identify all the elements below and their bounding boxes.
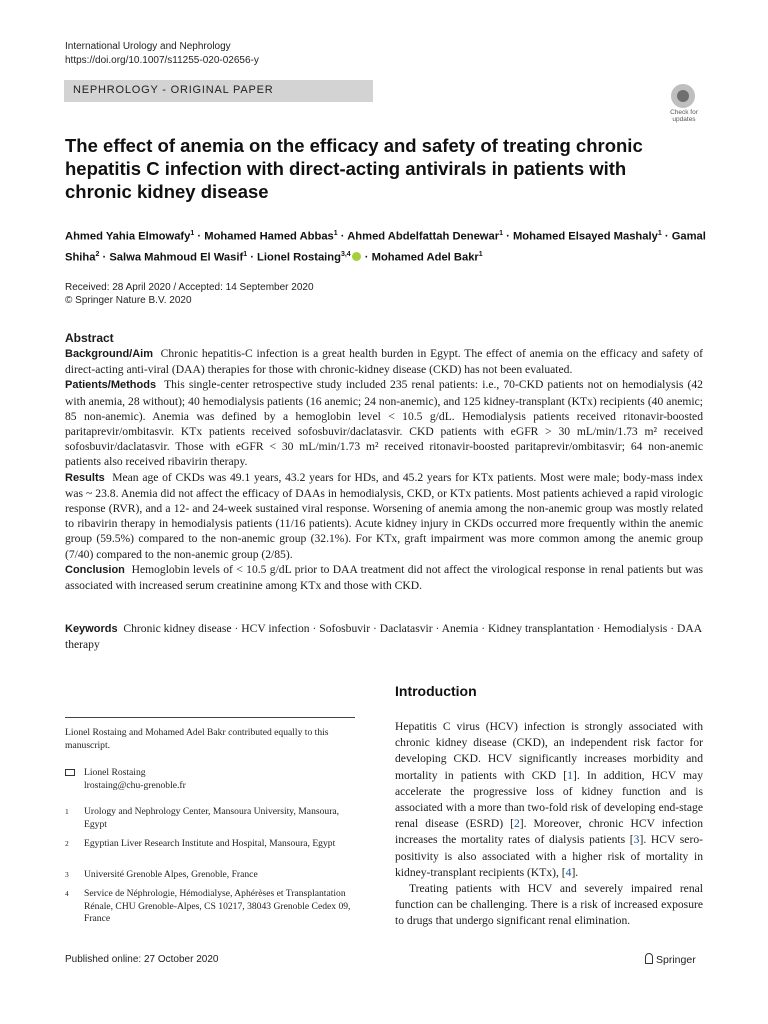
abstract-text: Chronic hepatitis-C infection is a great health burden in Egypt. The effect of anemia on the efficacy and safety of direct-acting anti-viral (DAA) therapies for those with chronic-kidney disease (CKD) has not been evaluated.: [65, 347, 703, 377]
crossmark-line2: updates: [672, 116, 696, 123]
abstract-methods: [65, 377, 703, 469]
paper-title: The effect of anemia on the efficacy and safety of treating chronic hepatitis C infection with direct-acting antivirals in patients with chronic kidney disease: [65, 135, 643, 202]
author-affiliation: 1: [190, 230, 195, 237]
affiliation-text: Université Grenoble Alpes, Grenoble, France: [84, 869, 258, 880]
journal-name: International Urology and Nephrology: [65, 41, 231, 52]
intro-text: ]. In addition, HCV may accelerate the progressive loss of kidney function and is associated with a more than two-fold risk of developing end-stage renal disease (ESRD) [: [395, 768, 703, 831]
affiliation-text: Service de Néphrologie, Hémodialyse, Aphérèses et Transplantation Rénale, CHU Grenoble-Alpes, CS 10217, 38043 Grenoble Cedex 09, France: [84, 888, 351, 925]
intro-text: ]. Moreover, chronic HCV infection increases the mortality rates of dialysis patients [: [395, 817, 703, 847]
envelope-icon: [65, 769, 75, 776]
crossmark-line1: Check for: [670, 109, 698, 116]
affiliation: [65, 869, 360, 882]
author-affiliation: 1: [657, 230, 662, 237]
author-name[interactable]: Mohamed Hamed Abbas: [204, 230, 334, 243]
abstract-results: [65, 470, 703, 562]
affiliation-number: 2: [65, 839, 69, 848]
citation-link[interactable]: 2: [513, 817, 520, 831]
author-list: Ahmed Yahia Elmowafy$^1$ · Mohamed Hamed Abbas$^1$ · Ahmed Abdelfattah Denewar$^1$ · Mohamed Elsayed Mashaly$^1$ · Gamal Shiha$^2$ · Salwa Mahmoud El Wasif$^1$ · Lionel Rostaing$^{3,4}$ · Mohamed Adel Bakr$^1$: [65, 230, 706, 264]
author-affiliation: 1: [499, 230, 503, 237]
publisher-logo[interactable]: [645, 953, 696, 966]
author-affiliation: 2: [95, 250, 100, 258]
citation-link[interactable]: 1: [567, 768, 573, 782]
footnote-divider: [65, 717, 355, 718]
publisher-name: Springer: [656, 954, 696, 966]
citation-link[interactable]: 3: [633, 833, 640, 847]
author-affiliation: 1: [243, 250, 248, 258]
introduction-heading: Introduction: [395, 683, 477, 699]
doi-link[interactable]: https://doi.org/10.1007/s11255-020-02656-y: [65, 55, 259, 66]
intro-paragraph: [395, 719, 703, 881]
citation-link[interactable]: 4: [565, 865, 572, 879]
author-affiliation: 3,4: [340, 250, 351, 258]
keywords-label: Keywords: [65, 623, 118, 635]
affiliation-text: Egyptian Liver Research Institute and Hospital, Mansoura, Egypt: [84, 838, 336, 849]
correspondence-email[interactable]: lrostaing@chu-grenoble.fr: [84, 779, 186, 791]
springer-horse-icon: [645, 953, 653, 964]
abstract-label: Patients/Methods: [65, 379, 157, 392]
abstract-label: Results: [65, 471, 105, 484]
affiliation: [65, 806, 360, 831]
abstract-label: Conclusion: [65, 563, 125, 576]
intro-text: ].: [571, 865, 579, 879]
copyright: © Springer Nature B.V. 2020: [65, 295, 192, 306]
author-name[interactable]: Mohamed Elsayed Mashaly: [512, 230, 658, 243]
affiliation: [65, 888, 360, 926]
correspondence-name: Lionel Rostaing: [84, 767, 146, 778]
intro-text: ]. HCV sero-positivity is also associated with a higher risk of mortality in kidney-transplant recipients (KTx), [: [395, 833, 703, 879]
intro-paragraph: Treating patients with HCV and severely impaired renal function can be challenging. There is a risk of increased exposure to drugs that undergo significant renal elimination.: [395, 882, 703, 928]
author-name[interactable]: Lionel Rostaing: [257, 251, 341, 264]
author-name[interactable]: Salwa Mahmoud El Wasif: [109, 251, 244, 264]
abstract-background: [65, 346, 703, 377]
affiliation-number: 4: [65, 889, 69, 898]
affiliation: [65, 838, 360, 851]
abstract-text: Hemoglobin levels of < 10.5 g/dL prior to DAA treatment did not affect the virological response in renal patients but was associated with increased serum creatinine among KTx and those with CKD.: [65, 562, 703, 593]
crossmark-icon: [671, 84, 695, 108]
affiliation-text: Urology and Nephrology Center, Mansoura University, Mansoura, Egypt: [84, 806, 340, 830]
abstract-body: [65, 346, 703, 593]
intro-text: Hepatitis C virus (HCV) infection is strongly associated with chronic kidney disease (CKD), an independent risk factor for developing CKD. HCV significantly increases morbidity and mortality in patients with CKD [: [395, 720, 703, 782]
author-name[interactable]: Mohamed Adel Bakr: [371, 251, 479, 264]
abstract-conclusion: [65, 562, 703, 593]
equal-contribution-note: Lionel Rostaing and Mohamed Adel Bakr contributed equally to this manuscript.: [65, 727, 329, 751]
introduction-body: [395, 719, 703, 930]
check-for-updates-badge[interactable]: [664, 84, 704, 124]
abstract-heading: Abstract: [65, 331, 114, 345]
abstract-text: This single-center retrospective study included 235 renal patients: i.e., 70-CKD patients not on hemodialysis (42 with anemia, 28 without); 40 hemodialysis patients (16 anemic; 24 non-anemic), and 125 kidney-transplant (KTx) recipients (40 anemic; 85 non-anemic). Anemia was defined by a hemoglobin level < 10.5 g/dL. Hemodialysis patients received ritonavir-boosted paritaprevir/ombitasvir. KTx patients received sofosbuvir/daclatasvir. CKD patients with eGFR > 30 mL/min/1.73 m² received sofosbuvir/daclatasvir. Those with eGFR < 30 mL/min/1.73 m² received ritonavir-boosted paritaprevir/ombitasvir; 64 non-anemic patients also received ribavirin therapy.: [65, 378, 703, 469]
affiliation-number: 1: [65, 807, 69, 816]
correspondence: [65, 767, 360, 792]
author-affiliation: 1: [333, 230, 338, 237]
author-name[interactable]: Ahmed Yahia Elmowafy: [65, 230, 191, 243]
keywords: [65, 621, 705, 653]
abstract-text: Mean age of CKDs was 49.1 years, 43.2 years for HDs, and 45.2 years for KTx patients. Most were male; body-mass index was ~ 23.8. Anemia did not affect the efficacy of DAAs in hemodialysis, CKD, or KTx patients. Most patients achieved a rapid virologic response (RVR), and a 12- and 24-week sustained viral response. Worsening of anemia among the non-anemic group was mostly related to ribavirin therapy in hemodialysis patients (11/16 patients). Acute kidney injury in CKDs occurred more frequently within the anemic group (59.5%) compared to the non-anemic group (32.1%). For KTx, graft impairment was more common among the anemic group (7/40) compared to the non-anemic group (2/85).: [65, 470, 703, 561]
keywords-text: Chronic kidney disease · HCV infection · Sofosbuvir · Daclatasvir · Anemia · Kidney transplantation · Hemodialysis · DAA therapy: [65, 622, 702, 651]
abstract-label: Background/Aim: [65, 348, 154, 360]
received-accepted: Received: 28 April 2020 / Accepted: 14 September 2020: [65, 282, 314, 293]
author-affiliation: 1: [478, 250, 483, 258]
author-name[interactable]: Ahmed Abdelfattah Denewar: [347, 230, 500, 243]
orcid-icon[interactable]: [352, 252, 361, 261]
section-banner: [64, 80, 373, 102]
article-dates: [65, 281, 314, 307]
author-name[interactable]: Gamal Shiha: [65, 230, 706, 264]
affiliation-number: 3: [65, 870, 69, 879]
published-date: Published online: 27 October 2020: [65, 954, 219, 965]
section-label: NEPHROLOGY - ORIGINAL PAPER: [73, 84, 274, 96]
